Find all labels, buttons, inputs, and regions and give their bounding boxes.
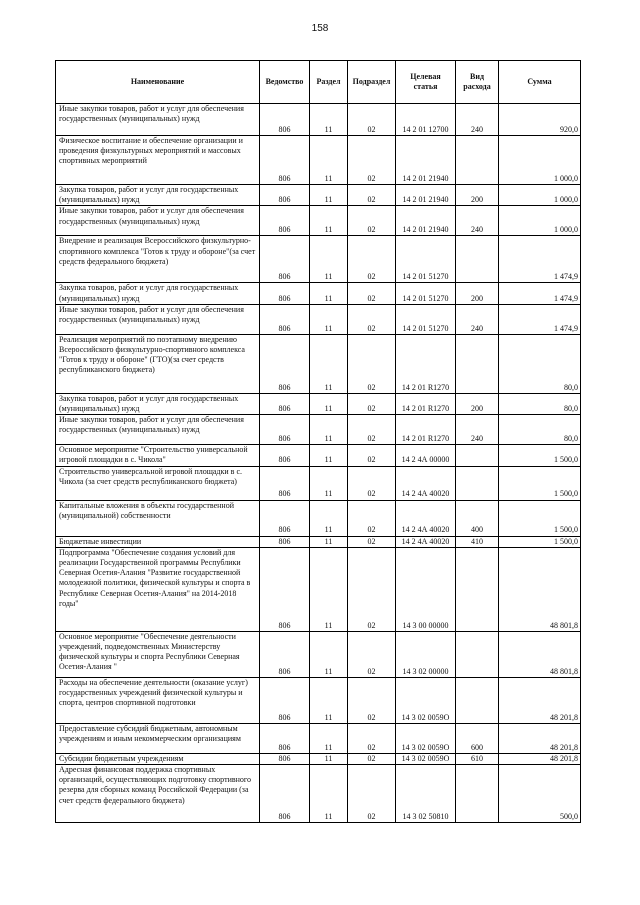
table-body [56,104,581,823]
row-sum: 1 474,9 [499,304,581,334]
row-target: 14 2 4А 40020 [396,466,456,500]
row-target: 14 2 01 51270 [396,304,456,334]
row-section: 11 [310,466,348,500]
row-sum: 48 201,8 [499,677,581,723]
row-name: Адресная финансовая поддержка спортивных организаций, осуществляющих подготовку спортивного резерва для сборных команд Российской Федерации (за счет средств федерального бюджета) [56,765,260,823]
row-name: Реализация мероприятий по поэтапному внедрению Всероссийского физкультурно-спортивного комплекса "Готов к труду и обороне" (ГТО)(за счет средств республиканского бюджета) [56,334,260,393]
row-target: 14 2 4А 40020 [396,536,456,547]
row-target: 14 2 01 R1270 [396,393,456,414]
row-name: Закупка товаров, работ и услуг для государственных (муниципальных) нужд [56,393,260,414]
row-target: 14 3 02 0059О [396,677,456,723]
row-expense-type [456,136,499,185]
row-target: 14 2 01 21940 [396,136,456,185]
row-subsection: 02 [348,393,396,414]
row-name: Бюджетные инвестиции [56,536,260,547]
row-expense-type: 200 [456,393,499,414]
row-name: Субсидии бюджетным учреждениям [56,753,260,764]
table-row [56,765,581,823]
row-target: 14 3 00 00000 [396,547,456,631]
row-sum: 920,0 [499,104,581,136]
table-row [56,723,581,753]
row-expense-type: 240 [456,415,499,445]
row-sum: 80,0 [499,415,581,445]
row-subsection: 02 [348,466,396,500]
row-subsection: 02 [348,304,396,334]
row-sum: 1 500,0 [499,445,581,466]
row-section: 11 [310,445,348,466]
row-subsection: 02 [348,536,396,547]
row-expense-type: 200 [456,185,499,206]
row-target: 14 3 02 50810 [396,765,456,823]
row-name: Строительство универсальной игровой площадки в с. Чикола (за счет средств республиканского бюджета) [56,466,260,500]
table-row [56,304,581,334]
row-dept: 806 [260,206,310,236]
row-subsection: 02 [348,206,396,236]
row-name: Иные закупки товаров, работ и услуг для обеспечения государственных (муниципальных) нужд [56,304,260,334]
row-section: 11 [310,547,348,631]
row-name: Физическое воспитание и обеспечение организации и проведения физкультурных мероприятий и массовых спортивных мероприятий [56,136,260,185]
row-sum: 1 000,0 [499,206,581,236]
row-target: 14 3 02 0059О [396,723,456,753]
row-subsection: 02 [348,185,396,206]
row-name: Предоставление субсидий бюджетным, автономным учреждениям и иным некоммерческим организациям [56,723,260,753]
row-subsection: 02 [348,236,396,283]
row-section: 11 [310,104,348,136]
row-expense-type: 400 [456,500,499,536]
row-target: 14 2 4А 40020 [396,500,456,536]
row-subsection: 02 [348,334,396,393]
row-name: Основное мероприятие "Обеспечение деятельности учреждений, подведомственных Министерству физической культуры и спорта Республики Северная Осетия-Алания " [56,631,260,677]
row-name: Иные закупки товаров, работ и услуг для обеспечения государственных (муниципальных) нужд [56,415,260,445]
row-expense-type [456,677,499,723]
row-target: 14 2 01 51270 [396,283,456,304]
row-name: Иные закупки товаров, работ и услуг для обеспечения государственных (муниципальных) нужд [56,206,260,236]
row-subsection: 02 [348,765,396,823]
header-section: Раздел [310,61,348,104]
row-dept: 806 [260,547,310,631]
row-sum: 1 500,0 [499,536,581,547]
row-subsection: 02 [348,753,396,764]
row-sum: 1 500,0 [499,500,581,536]
table-row [56,631,581,677]
row-section: 11 [310,753,348,764]
row-section: 11 [310,415,348,445]
row-section: 11 [310,723,348,753]
row-subsection: 02 [348,104,396,136]
row-dept: 806 [260,723,310,753]
row-subsection: 02 [348,283,396,304]
row-section: 11 [310,500,348,536]
row-section: 11 [310,283,348,304]
row-dept: 806 [260,334,310,393]
row-dept: 806 [260,466,310,500]
row-sum: 80,0 [499,334,581,393]
row-expense-type: 410 [456,536,499,547]
table-row [56,236,581,283]
row-dept: 806 [260,765,310,823]
row-name: Иные закупки товаров, работ и услуг для обеспечения государственных (муниципальных) нужд [56,104,260,136]
row-section: 11 [310,136,348,185]
row-name: Внедрение и реализация Всероссийского физкультурно-спортивного комплекса "Готов к труду и обороне"(за счет средств федерального бюджета) [56,236,260,283]
row-expense-type: 240 [456,304,499,334]
table-row [56,500,581,536]
row-dept: 806 [260,185,310,206]
row-sum: 48 801,8 [499,631,581,677]
header-subsection: Подраздел [348,61,396,104]
row-sum: 48 201,8 [499,753,581,764]
row-expense-type [456,631,499,677]
row-dept: 806 [260,753,310,764]
table-header-row [56,61,581,104]
row-expense-type [456,466,499,500]
row-subsection: 02 [348,677,396,723]
row-section: 11 [310,206,348,236]
row-sum: 500,0 [499,765,581,823]
table-row [56,104,581,136]
row-subsection: 02 [348,136,396,185]
row-expense-type: 600 [456,723,499,753]
row-target: 14 2 4А 00000 [396,445,456,466]
row-target: 14 2 01 R1270 [396,334,456,393]
header-expense-type: Вид расхода [456,61,499,104]
row-target: 14 2 01 21940 [396,185,456,206]
row-sum: 48 201,8 [499,723,581,753]
row-sum: 1 000,0 [499,136,581,185]
row-section: 11 [310,765,348,823]
row-dept: 806 [260,136,310,185]
header-name: Наименование [56,61,260,104]
row-subsection: 02 [348,547,396,631]
row-sum: 1 000,0 [499,185,581,206]
row-expense-type [456,445,499,466]
row-section: 11 [310,631,348,677]
row-dept: 806 [260,500,310,536]
row-subsection: 02 [348,723,396,753]
row-section: 11 [310,236,348,283]
row-name: Подпрограмма "Обеспечение создания условий для реализации Государственной программы Республики Северная Осетия-Алания "Развитие государственной молодежной политики, физической культуры и спорта в Республике Северная Осетия-Алания" на 2014-2018 годы" [56,547,260,631]
row-section: 11 [310,185,348,206]
table-row [56,415,581,445]
row-dept: 806 [260,236,310,283]
table-row [56,677,581,723]
table-row [56,753,581,764]
table-row [56,547,581,631]
table-row [56,334,581,393]
row-sum: 48 801,8 [499,547,581,631]
row-dept: 806 [260,283,310,304]
row-target: 14 2 01 12700 [396,104,456,136]
row-expense-type [456,334,499,393]
row-expense-type: 610 [456,753,499,764]
row-sum: 1 474,9 [499,236,581,283]
row-target: 14 3 02 0059О [396,753,456,764]
budget-table [55,60,581,823]
row-dept: 806 [260,104,310,136]
row-expense-type: 240 [456,104,499,136]
row-dept: 806 [260,677,310,723]
row-subsection: 02 [348,415,396,445]
row-sum: 1 474,9 [499,283,581,304]
row-target: 14 2 01 R1270 [396,415,456,445]
row-expense-type: 200 [456,283,499,304]
row-section: 11 [310,334,348,393]
row-dept: 806 [260,445,310,466]
row-sum: 80,0 [499,393,581,414]
table-row [56,185,581,206]
table-row [56,206,581,236]
table-row [56,283,581,304]
row-target: 14 2 01 21940 [396,206,456,236]
page-number: 158 [311,23,329,34]
row-subsection: 02 [348,631,396,677]
row-expense-type [456,765,499,823]
row-name: Основное мероприятие "Строительство универсальной игровой площадки в с. Чикола" [56,445,260,466]
table-row [56,466,581,500]
row-dept: 806 [260,304,310,334]
row-expense-type: 240 [456,206,499,236]
row-section: 11 [310,536,348,547]
row-dept: 806 [260,631,310,677]
row-section: 11 [310,677,348,723]
row-section: 11 [310,304,348,334]
row-name: Закупка товаров, работ и услуг для государственных (муниципальных) нужд [56,283,260,304]
table-row [56,445,581,466]
row-subsection: 02 [348,445,396,466]
table-row [56,136,581,185]
header-dept: Ведомство [260,61,310,104]
row-dept: 806 [260,415,310,445]
row-expense-type [456,547,499,631]
row-name: Закупка товаров, работ и услуг для государственных (муниципальных) нужд [56,185,260,206]
header-sum: Сумма [499,61,581,104]
table-row [56,536,581,547]
row-subsection: 02 [348,500,396,536]
row-target: 14 2 01 51270 [396,236,456,283]
header-target: Целевая статья [396,61,456,104]
row-target: 14 3 02 00000 [396,631,456,677]
row-sum: 1 500,0 [499,466,581,500]
row-dept: 806 [260,393,310,414]
row-name: Капитальные вложения в объекты государственной (муниципальной) собственности [56,500,260,536]
table-row [56,393,581,414]
row-name: Расходы на обеспечение деятельности (оказание услуг) государственных учреждений физической культуры и спорта, центров спортивной подготовки [56,677,260,723]
row-expense-type [456,236,499,283]
row-section: 11 [310,393,348,414]
row-dept: 806 [260,536,310,547]
